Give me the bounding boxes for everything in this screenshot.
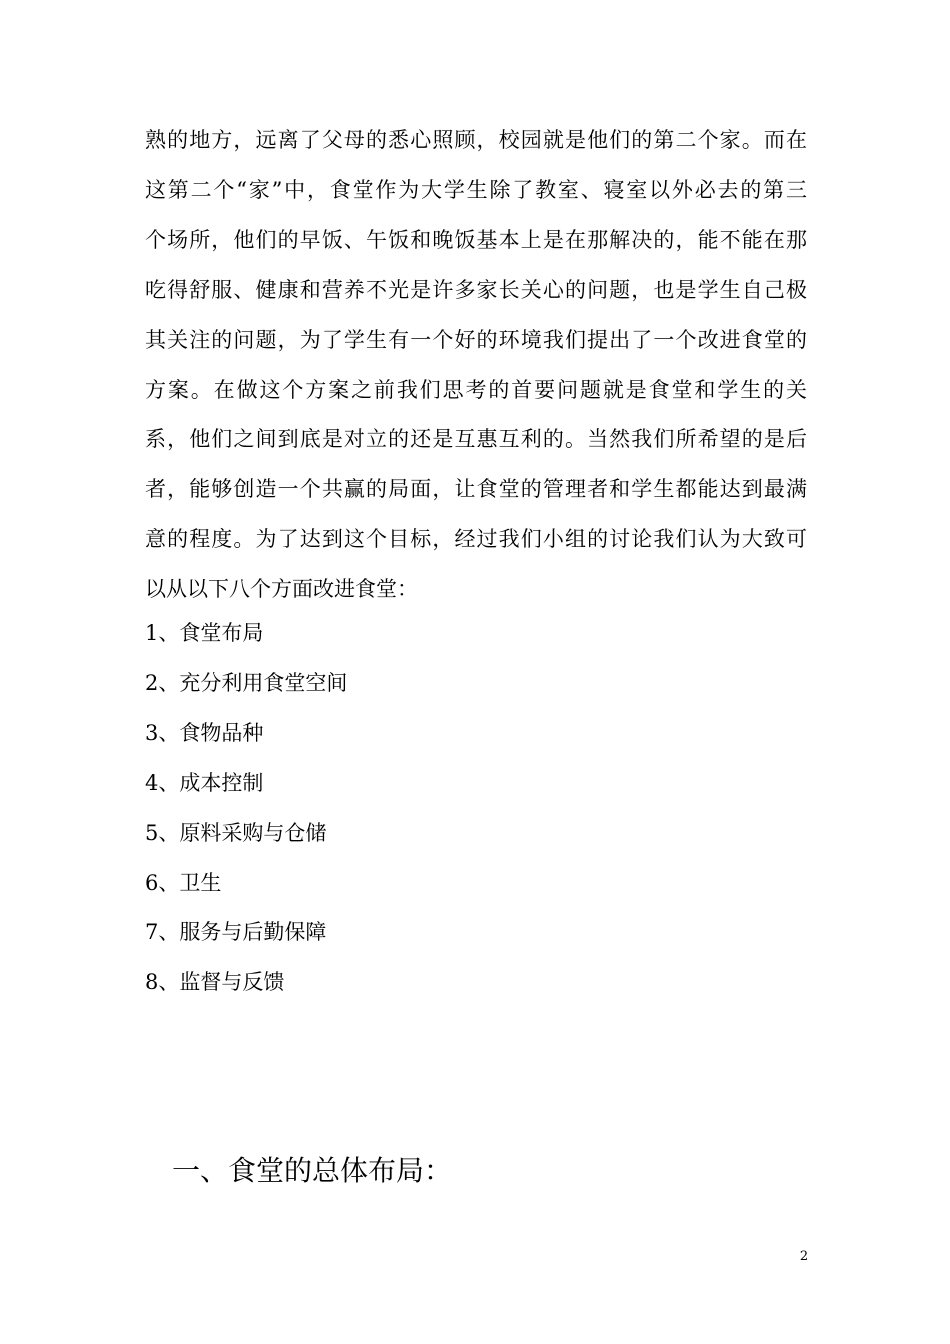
paragraph-line: 者，能够创造一个共赢的局面，让食堂的管理者和学生都能达到最满 xyxy=(145,477,807,502)
body-paragraph xyxy=(145,116,807,615)
list-item: 1、食堂布局 xyxy=(145,621,264,645)
paragraph-line: 其关注的问题，为了学生有一个好的环境我们提出了一个改进食堂的 xyxy=(145,327,807,352)
list-item: 5、原料采购与仓储 xyxy=(145,820,327,845)
list-item: 8、监督与反馈 xyxy=(145,970,285,995)
paragraph-line: 意的程度。为了达到这个目标，经过我们小组的讨论我们认为大致可 xyxy=(145,527,807,552)
paragraph-line: 方案。在做这个方案之前我们思考的首要问题就是食堂和学生的关 xyxy=(145,377,807,402)
paragraph-line: 熟的地方，远离了父母的悉心照顾，校园就是他们的第二个家。而在 xyxy=(145,128,807,152)
paragraph-line: 这第二个“家”中，食堂作为大学生除了教室、寝室以外必去的第三 xyxy=(145,177,807,202)
improvement-list xyxy=(145,609,347,1008)
list-item: 7、服务与后勤保障 xyxy=(145,920,327,945)
list-item: 6、卫生 xyxy=(145,870,222,895)
list-item: 3、食物品种 xyxy=(145,720,264,745)
paragraph-line: 吃得舒服、健康和营养不光是许多家长关心的问题，也是学生自己极 xyxy=(145,277,807,302)
section-heading: 一、食堂的总体布局： xyxy=(172,1154,453,1187)
paragraph-line: 系，他们之间到底是对立的还是互惠互利的。当然我们所希望的是后 xyxy=(145,427,807,452)
list-item: 4、成本控制 xyxy=(145,770,264,795)
paragraph-line: 个场所，他们的早饭、午饭和晚饭基本上是在那解决的，能不能在那 xyxy=(145,227,807,252)
paragraph-line: 以从以下八个方面改进食堂： xyxy=(145,577,418,602)
list-item: 2、充分利用食堂空间 xyxy=(145,670,348,695)
page-number: 2 xyxy=(799,1249,809,1264)
